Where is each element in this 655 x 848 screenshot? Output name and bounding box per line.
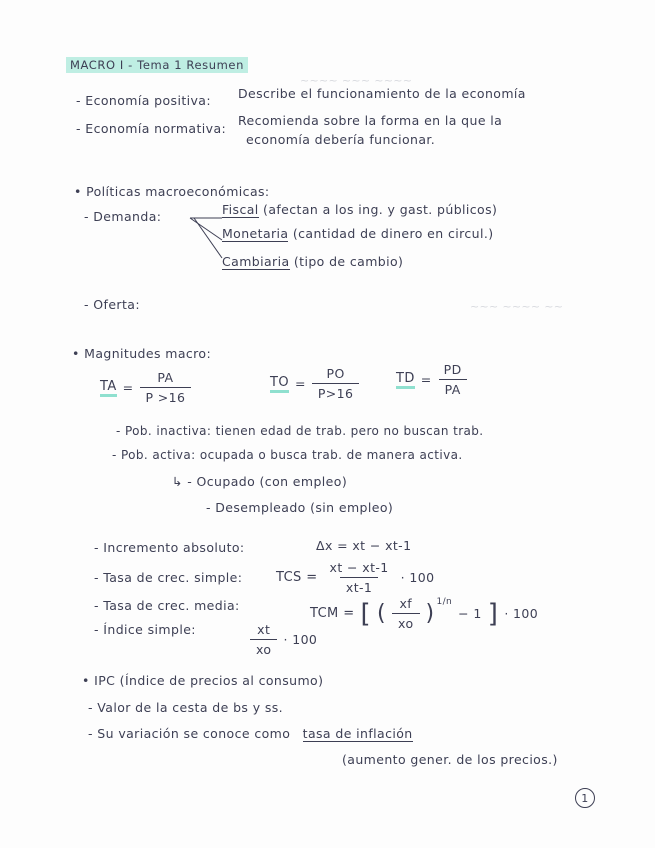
page-title: MACRO I - Tema 1 Resumen — [66, 57, 248, 73]
close-paren: ) — [425, 600, 435, 626]
poblacion-activa: - Pob. activa: ocupada o busca trab. de manera activa. — [112, 448, 463, 462]
tcs-tail: · 100 — [400, 570, 435, 585]
economia-normativa-definition-cont: economía debería funcionar. — [246, 132, 436, 147]
tcm-exponent: 1/n — [436, 596, 453, 607]
ipc-heading: • IPC (Índice de precios al consumo) — [82, 673, 324, 688]
td-numerator: PD — [443, 362, 462, 377]
incremento-label: - Incremento absoluto: — [94, 540, 245, 555]
inflacion-definition: (aumento gener. de los precios.) — [342, 752, 558, 767]
economia-normativa-definition: Recomienda sobre la forma en la que la — [238, 113, 503, 128]
page-number: 1 — [575, 788, 595, 808]
open-bracket: [ — [360, 598, 372, 629]
ipc-variacion: - Su variación se conoce como — [88, 726, 291, 741]
ipc-valor: - Valor de la cesta de bs y ss. — [88, 700, 284, 715]
tcm-numerator: xf — [399, 596, 413, 611]
close-bracket: ] — [487, 598, 499, 629]
equals-sign: = — [420, 372, 432, 387]
tcs-denominator: xt-1 — [340, 577, 378, 595]
indice-denominator: xo — [250, 639, 277, 657]
incremento-expression: Δx = xt − xt-1 — [316, 538, 412, 553]
equals-sign: = — [122, 380, 134, 395]
cambiaria-description: (tipo de cambio) — [293, 254, 404, 269]
tcm-label: - Tasa de crec. media: — [94, 598, 240, 613]
branch-arrows — [186, 214, 226, 260]
economia-positiva-label: - Economía positiva: — [76, 93, 211, 108]
tcs-lhs: TCS = — [276, 570, 318, 585]
to-formula — [270, 366, 359, 401]
tcs-label: - Tasa de crec. simple: — [94, 570, 243, 585]
tcm-formula — [310, 596, 538, 631]
poblacion-inactiva: - Pob. inactiva: tienen edad de trab. pero no buscan trab. — [116, 424, 484, 438]
oferta-label: - Oferta: — [84, 297, 140, 312]
politicas-heading: • Políticas macroeconómicas: — [74, 184, 270, 199]
ta-numerator: PA — [157, 370, 174, 385]
tcm-minus-one: − 1 — [458, 606, 482, 621]
cambiaria-term: Cambiaria — [222, 254, 290, 269]
to-symbol: TO — [270, 375, 289, 393]
indice-label: - Índice simple: — [94, 622, 196, 637]
tcm-tail: · 100 — [504, 606, 539, 621]
tcm-denominator: xo — [392, 613, 419, 631]
desempleado-item: - Desempleado (sin empleo) — [206, 500, 394, 515]
indice-tail: · 100 — [283, 632, 318, 647]
td-formula — [396, 362, 468, 397]
tcs-numerator: xt − xt-1 — [329, 560, 389, 575]
monetaria-description: (cantidad de dinero en circul.) — [292, 226, 494, 241]
bleed-through-text: ~~~~ ~~~ ~~~~ — [300, 74, 413, 87]
ta-denominator: P >16 — [140, 387, 192, 405]
to-denominator: P>16 — [312, 383, 360, 401]
monetaria-term: Monetaria — [222, 226, 289, 241]
ocupado-item: ↳ - Ocupado (con empleo) — [172, 474, 348, 489]
fiscal-term: Fiscal — [222, 202, 259, 217]
tcm-lhs: TCM = — [310, 606, 355, 621]
economia-positiva-definition: Describe el funcionamiento de la economía — [238, 86, 526, 101]
td-denominator: PA — [439, 379, 467, 397]
tasa-inflacion-term: tasa de inflación — [302, 726, 413, 741]
bleed-through-text: ~~~ ~~~~ ~~ — [470, 300, 564, 313]
indice-numerator: xt — [257, 622, 271, 637]
magnitudes-heading: • Magnitudes macro: — [72, 346, 212, 361]
ta-formula — [100, 370, 191, 405]
ta-symbol: TA — [100, 379, 117, 397]
to-numerator: PO — [326, 366, 345, 381]
open-paren: ( — [377, 600, 387, 626]
indice-formula — [250, 622, 317, 657]
fiscal-description: (afectan a los ing. y gast. públicos) — [263, 202, 498, 217]
equals-sign: = — [294, 376, 306, 391]
tcs-formula — [276, 560, 434, 595]
economia-normativa-label: - Economía normativa: — [76, 121, 227, 136]
demanda-label: - Demanda: — [84, 209, 162, 224]
td-symbol: TD — [396, 371, 415, 389]
